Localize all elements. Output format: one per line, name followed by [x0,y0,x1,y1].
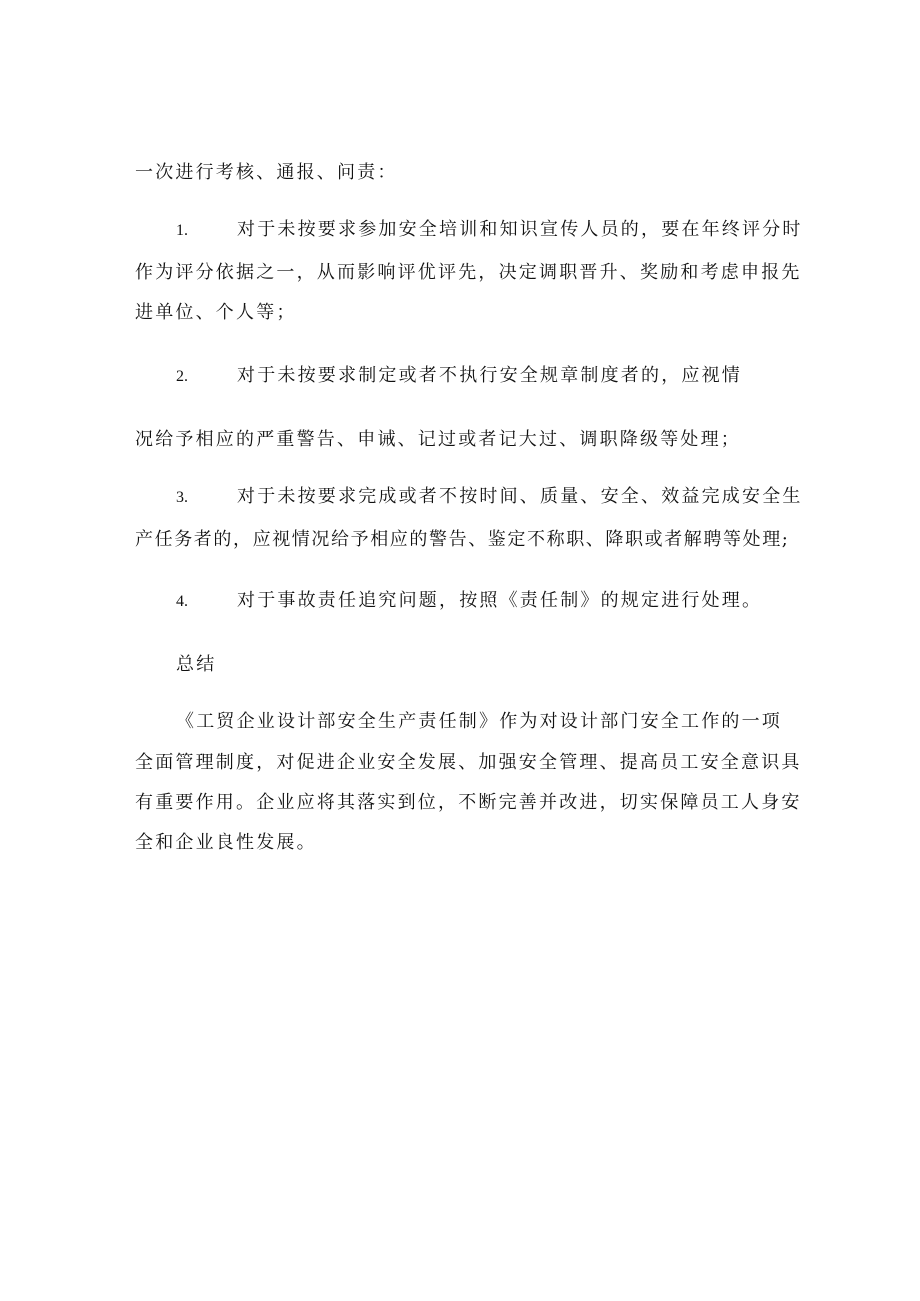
summary-heading: 总结 [176,654,217,675]
summary-line-4: 全和企业良性发展。 [135,832,317,853]
summary-line-2: 全面管理制度，对促进企业安全发展、加强安全管理、提高员工安全意识具 [135,752,802,773]
item-1-line-3: 进单位、个人等； [135,302,297,323]
summary-line-1: 《工贸企业设计部安全生产责任制》作为对设计部门安全工作的一项 [176,711,782,732]
item-1-number: 1. [176,222,188,239]
intro-line: 一次进行考核、通报、问责： [135,162,398,183]
item-3-number: 3. [176,489,188,506]
summary-line-3: 有重要作用。企业应将其落实到位，不断完善并改进，切实保障员工人身安 [135,792,802,813]
item-2-number: 2. [176,368,188,385]
item-4-number: 4. [176,593,188,610]
item-1-line-2: 作为评分依据之一，从而影响评优评先，决定调职晋升、奖励和考虑申报先 [135,262,802,283]
item-1-line-1: 对于未按要求参加安全培训和知识宣传人员的，要在年终评分时 [237,219,803,240]
item-2-line-2: 况给予相应的严重警告、申诫、记过或者记大过、调职降级等处理； [135,429,741,450]
item-3-line-2: 产任务者的，应视情况给予相应的警告、鉴定不称职、降职或者解聘等处理; [135,529,790,550]
item-3-line-1: 对于未按要求完成或者不按时间、质量、安全、效益完成安全生 [237,486,803,507]
item-4-line-1: 对于事故责任追究问题，按照《责任制》的规定进行处理。 [237,590,763,611]
item-2-line-1: 对于未按要求制定或者不执行安全规章制度者的，应视情 [237,365,742,386]
